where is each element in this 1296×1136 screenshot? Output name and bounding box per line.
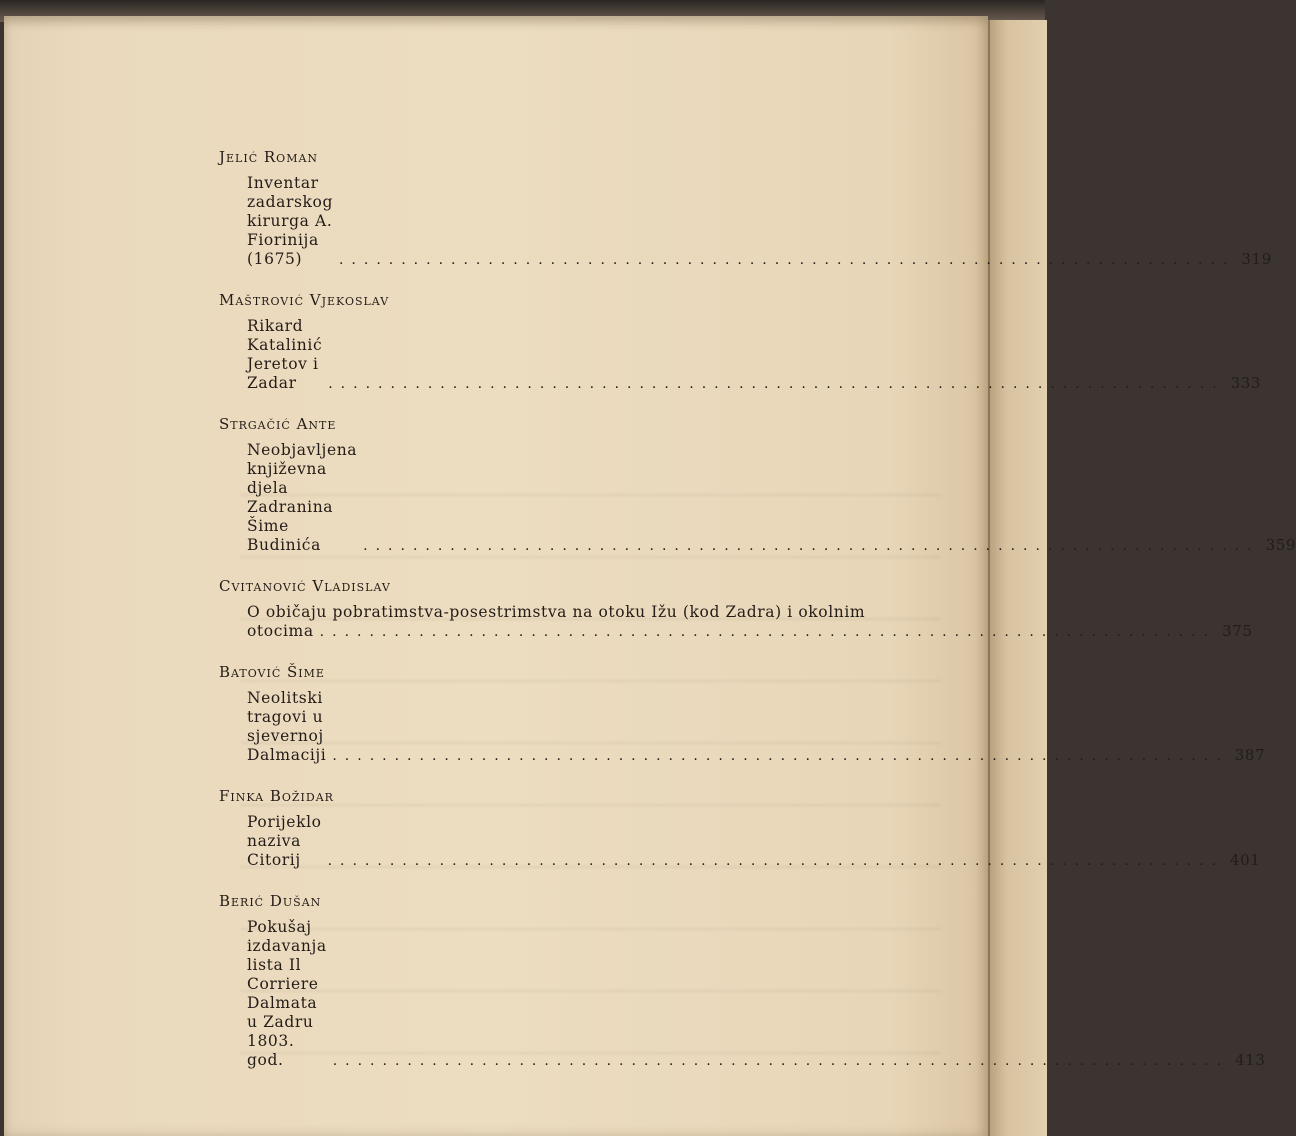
author-name: Strgačić Ante	[219, 415, 337, 433]
page-number: 319	[1241, 250, 1272, 268]
article-title-line2: otocima	[247, 622, 314, 640]
page-number: 375	[1222, 622, 1253, 640]
toc-entry	[219, 787, 1261, 870]
page-number: 333	[1230, 374, 1262, 392]
article-title: Pokušaj izdavanja lista Il Corriere Dalmata u Zadru 1803. god.	[247, 918, 327, 1069]
author-name: Finka Božidar	[219, 787, 334, 805]
page-number: 413	[1235, 1051, 1266, 1069]
author-name: Cvitanović Vladislav	[219, 577, 391, 595]
article-line	[247, 689, 1266, 765]
article-line	[247, 317, 1262, 393]
leader-dots: ........................................................................	[328, 376, 1225, 392]
article-title: Inventar zadarskog kirurga A. Fiorinija (1675)	[247, 174, 333, 268]
toc-entry	[219, 415, 1296, 555]
table-of-contents	[219, 148, 1296, 1092]
toc-entry	[219, 291, 1262, 393]
author-name: Jelić Roman	[219, 148, 319, 166]
toc-entry	[219, 663, 1266, 765]
article-title: Neolitski tragovi u sjevernoj Dalmaciji	[247, 689, 327, 764]
article-line	[247, 813, 1261, 870]
page-number: 387	[1234, 746, 1266, 764]
author-name: Batović Šime	[219, 663, 325, 681]
leader-dots: ........................................................................	[332, 748, 1229, 764]
article-title: Neobjavljena književna djela Zadranina Šime Budinića	[247, 441, 358, 554]
article-line	[247, 918, 1266, 1070]
article-line	[247, 174, 1272, 269]
article-title: Rikard Katalinić Jeretov i Zadar	[247, 317, 323, 392]
leader-dots: ........................................................................	[327, 853, 1224, 869]
author-name: Maštrović Vjekoslav	[219, 291, 390, 309]
leader-dots: ........................................................................	[319, 624, 1217, 640]
toc-entry	[219, 577, 1253, 641]
leader-dots: ........................................................................	[338, 252, 1236, 268]
page-number: 401	[1229, 851, 1261, 869]
article-line	[247, 441, 1296, 555]
adjacent-page-edge	[988, 20, 1047, 1136]
author-name: Berić Dušan	[219, 892, 322, 910]
leader-dots: ........................................................................	[363, 538, 1260, 554]
toc-entry	[219, 892, 1266, 1070]
article-title: Porijeklo naziva Citorij	[247, 813, 322, 869]
page-number: 359	[1265, 536, 1296, 554]
article-title-line1: O običaju pobratimstva-posestrimstva na otoku Ižu (kod Zadra) i okolnim	[247, 603, 866, 621]
article-title-line2-row	[247, 622, 1253, 641]
article-line	[247, 603, 1253, 641]
leader-dots: ........................................................................	[332, 1053, 1230, 1069]
toc-entry	[219, 148, 1272, 269]
